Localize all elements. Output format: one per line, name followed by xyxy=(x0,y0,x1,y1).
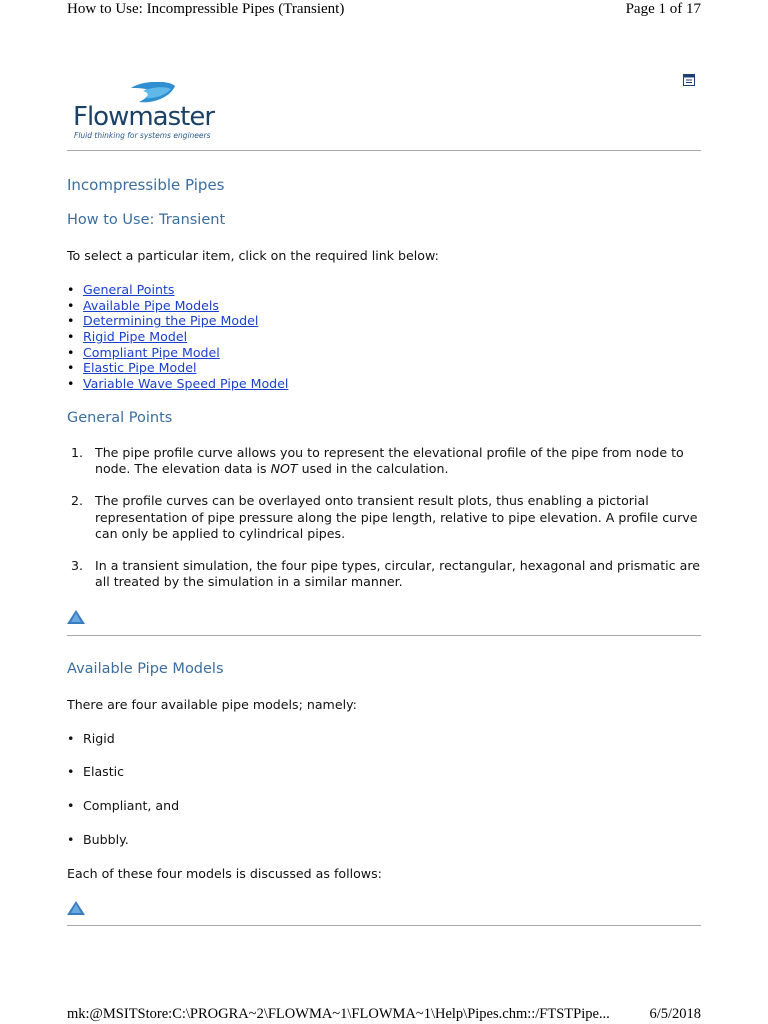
link-elastic-pipe-model[interactable]: Elastic Pipe Model xyxy=(83,360,197,376)
section-heading-available-pipe-models: Available Pipe Models xyxy=(67,661,224,677)
print-header-page: Page 1 of 17 xyxy=(625,1,701,17)
models-outro-text: Each of these four models is discussed as follows: xyxy=(67,866,382,881)
general-points-list xyxy=(67,445,707,606)
link-compliant-pipe-model[interactable]: Compliant Pipe Model xyxy=(83,344,220,360)
section-heading-general-points: General Points xyxy=(67,410,173,426)
model-name: Compliant, and xyxy=(83,798,180,813)
contents-icon[interactable] xyxy=(683,74,695,86)
list-item: • Available Pipe Models xyxy=(67,297,219,313)
list-item: • Rigid xyxy=(67,731,115,746)
item-number: 1. xyxy=(71,445,84,460)
model-name: Bubbly. xyxy=(83,832,129,847)
link-general-points[interactable]: General Points xyxy=(83,282,175,297)
page-title: Incompressible Pipes xyxy=(67,176,225,194)
list-item xyxy=(67,493,707,542)
models-intro-text: There are four available pipe models; namely: xyxy=(67,697,357,712)
print-header xyxy=(67,1,701,18)
list-item xyxy=(67,445,707,477)
link-available-pipe-models[interactable]: Available Pipe Models xyxy=(83,297,219,313)
logo-tagline: Fluid thinking for systems engineers xyxy=(74,131,211,140)
page-subtitle: How to Use: Transient xyxy=(67,212,226,228)
list-item: • Bubbly. xyxy=(67,832,129,847)
item-number: 2. xyxy=(71,493,84,509)
back-to-top-arrow-icon[interactable] xyxy=(67,901,85,915)
list-item xyxy=(67,558,707,590)
list-item: • Rigid Pipe Model xyxy=(67,329,188,345)
list-item: • Compliant Pipe Model xyxy=(67,344,220,360)
flowmaster-swoosh-icon xyxy=(129,82,177,104)
divider xyxy=(67,150,701,151)
item-text: The pipe profile curve allows you to represent the elevational profile of the pipe from node to node. The elevation data is xyxy=(95,445,684,477)
print-footer xyxy=(67,1006,701,1023)
back-to-top-arrow-icon[interactable] xyxy=(67,610,85,624)
list-item: • Determining the Pipe Model xyxy=(67,313,259,329)
model-name: Rigid xyxy=(83,731,115,746)
link-determining-pipe-model[interactable]: Determining the Pipe Model xyxy=(83,313,259,329)
emphasis-text: NOT xyxy=(270,461,298,477)
list-item: • Compliant, and xyxy=(67,798,180,813)
flowmaster-logo xyxy=(73,82,233,142)
link-variable-wave-speed-pipe-model[interactable]: Variable Wave Speed Pipe Model xyxy=(83,376,289,392)
link-rigid-pipe-model[interactable]: Rigid Pipe Model xyxy=(83,329,188,345)
logo-wordmark: Flowmaster xyxy=(73,102,215,132)
divider xyxy=(67,925,701,926)
print-header-title: How to Use: Incompressible Pipes (Transient) xyxy=(67,1,345,17)
item-text: In a transient simulation, the four pipe types, circular, rectangular, hexagonal and prismatic are all treated by the simulation in a similar manner. xyxy=(95,558,700,590)
item-number: 3. xyxy=(71,558,84,574)
print-footer-path: mk:@MSITStore:C:\PROGRA~2\FLOWMA~1\FLOWMA~1\Help\Pipes.chm::/FTSTPipe... xyxy=(67,1006,610,1022)
item-text: used in the calculation. xyxy=(297,461,449,477)
topic-link-list xyxy=(67,282,288,392)
divider xyxy=(67,635,701,636)
list-item: • Elastic xyxy=(67,764,125,779)
list-item: • Variable Wave Speed Pipe Model xyxy=(67,376,289,392)
model-name: Elastic xyxy=(83,764,125,779)
item-text: The profile curves can be overlayed onto transient result plots, thus enabling a pictorial representation of pipe pressure along the pipe length, relative to pipe elevation. A profile curve can only be applied to cylindrical pipes. xyxy=(95,493,698,541)
print-footer-date: 6/5/2018 xyxy=(649,1006,701,1022)
list-item: • General Points xyxy=(67,282,175,297)
list-item: • Elastic Pipe Model xyxy=(67,360,197,376)
intro-text: To select a particular item, click on the required link below: xyxy=(67,248,439,263)
